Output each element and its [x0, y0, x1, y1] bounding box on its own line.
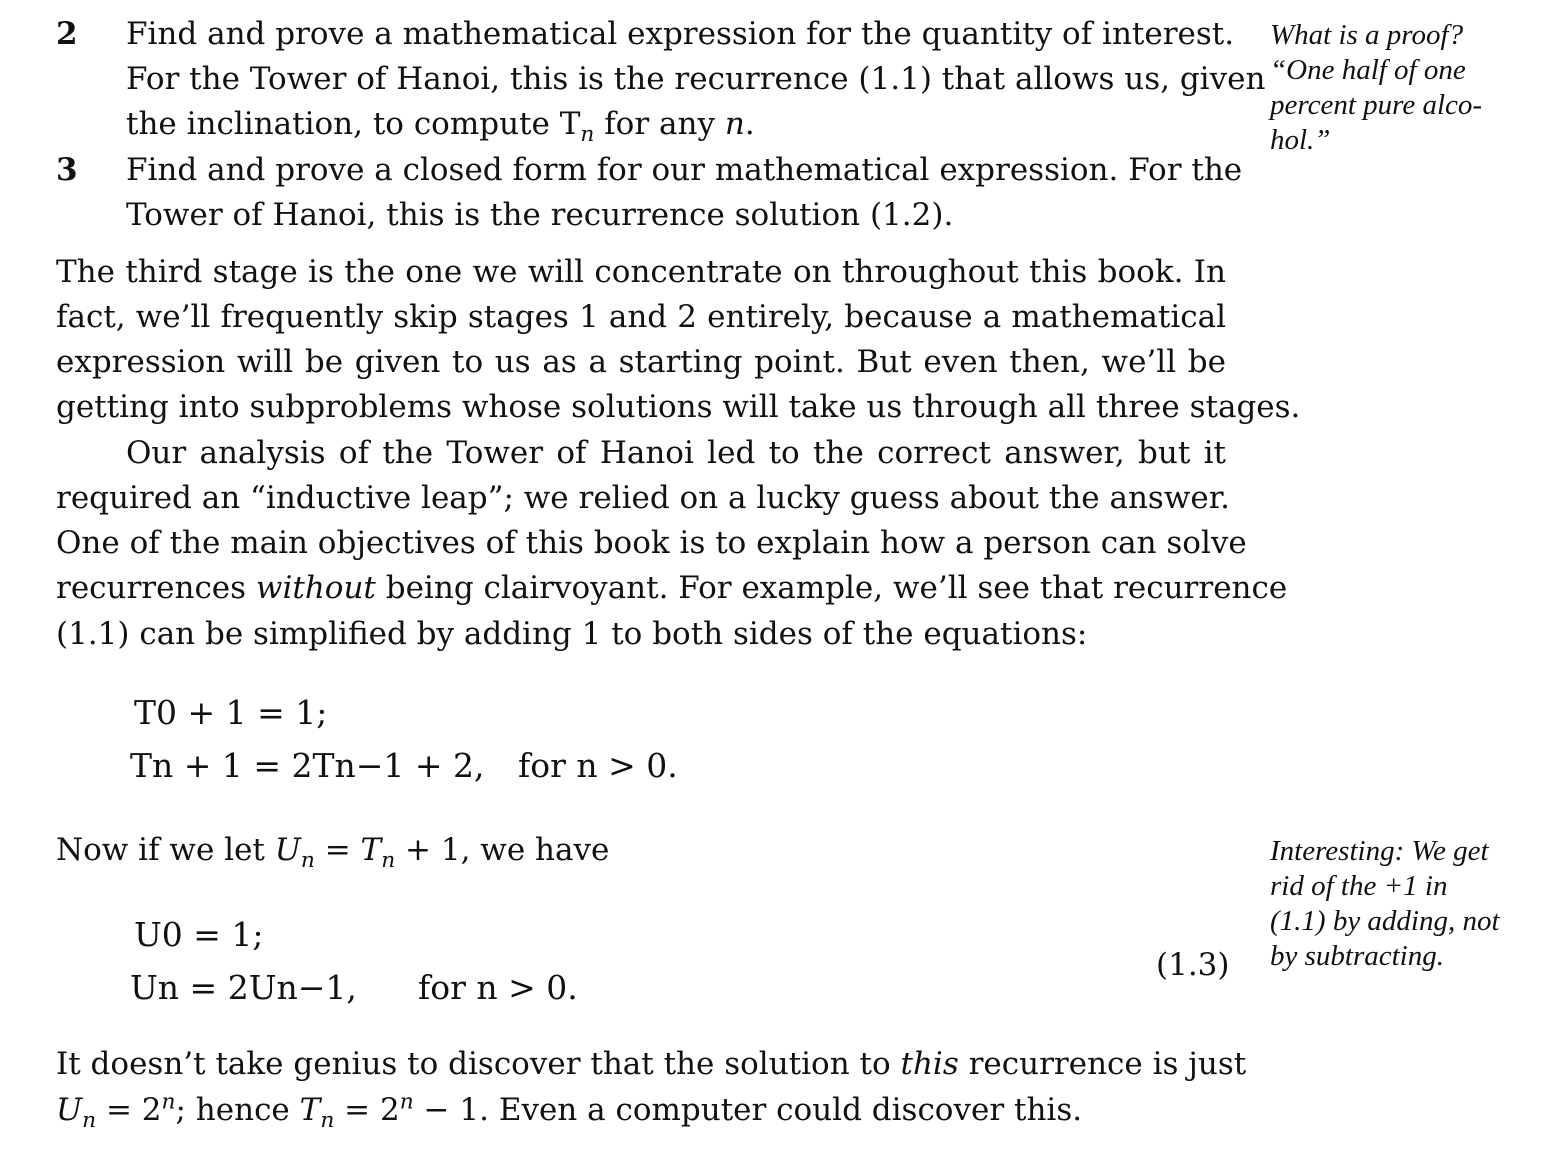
emphasis-this: this [900, 1046, 959, 1082]
para2-line-5-b: to both sides of the equations: [601, 616, 1088, 652]
para1-line-1: The third stage is the one we will concentrate on throughout this book. In [56, 254, 1226, 290]
enum-2-line-3-text: the inclination, to compute T [126, 106, 581, 142]
para2-line-3: One of the main objectives of this book is to explain how a person can solve [56, 525, 1247, 561]
closing-line-1-a: It doesn’t take genius to discover that the solution to [56, 1046, 901, 1082]
margin-note-2-line-3: (1.1) by adding, not [1270, 905, 1500, 937]
closing-line-2: $U_n = 2^n$; hence $T_n = 2^n - 1$. Even a computer could discover this. [56, 1089, 1083, 1134]
para1-line-2: fact, we’ll frequently skip stages 1 and 2 entirely, because a mathematical [56, 299, 1226, 335]
math-un-eq-tn-plus-1: $U_n = T_n + 1$ [274, 832, 461, 874]
subscript-n: n [580, 122, 595, 148]
now-line [56, 828, 1226, 873]
margin-note-1-line-4: hol.” [1270, 124, 1331, 156]
para2-line-1: Our analysis of the Tower of Hanoi led to the correct answer, but it [126, 435, 1226, 471]
para2-line-4-b: being clairvoyant. For example, we’ll see that recurrence [375, 570, 1288, 606]
enum-3-line-2: Tower of Hanoi, this is the recurrence solution (1.2). [126, 197, 954, 233]
period: . [744, 106, 755, 142]
math-n: n [724, 106, 745, 142]
closing-line-2-text: . Even a computer could discover this. [479, 1092, 1083, 1128]
para2-line-5 [56, 612, 1226, 657]
equation-a-row-2: Tn + 1 = 2Tn−1 + 2, [130, 746, 485, 785]
enum-2-line-2: For the Tower of Hanoi, this is the recurrence (1.1) that allows us, given [126, 61, 1266, 97]
para2-line-2: required an “inductive leap”; we relied on a lucky guess about the answer. [56, 480, 1230, 516]
equation-b-row-2: Un = 2Un−1, [130, 968, 357, 1007]
closing-line-1 [56, 1042, 1247, 1087]
margin-note-proof [1270, 18, 1530, 158]
math-tn-solution: $T_n = 2^n - 1$ [299, 1089, 480, 1134]
equation-b-row-1: U0 = 1; [134, 915, 264, 954]
equation-b-condition: for n > 0. [418, 968, 578, 1007]
enum-number-3: 3 [56, 152, 78, 188]
equation-number: (1.3) [1156, 947, 1230, 983]
margin-note-interesting [1270, 834, 1530, 974]
para2-line-4 [56, 566, 1288, 611]
emphasis-without: without [255, 570, 376, 606]
closing-line-1-b: recurrence is just [958, 1046, 1247, 1082]
margin-note-1-line-2: “One half of one [1270, 54, 1466, 86]
para2-line-4-a: recurrences [56, 570, 256, 606]
equation-a-row-1: T0 + 1 = 1; [134, 693, 328, 732]
enum-2-line-3-text-b: for any [594, 106, 725, 142]
margin-note-1-line-3: percent pure alco- [1270, 89, 1483, 121]
para2-line-5-a: (1.1) can be simplified by adding [56, 616, 582, 652]
enum-2-line-1: Find and prove a mathematical expression for the quantity of interest. [126, 16, 1235, 52]
margin-note-2-line-1: Interesting: We get [1270, 835, 1489, 867]
margin-note-1-line-1: What is a proof? [1270, 19, 1464, 51]
margin-note-2-line-2: rid of the +1 in [1270, 870, 1448, 902]
now-line-a: Now if we let [56, 832, 275, 868]
math-one: 1 [581, 616, 602, 652]
enum-number-2: 2 [56, 16, 78, 52]
para1-line-3: expression will be given to us as a starting point. But even then, we’ll be [56, 344, 1226, 380]
para1-line-4: getting into subproblems whose solutions will take us through all three stages. [56, 389, 1301, 425]
enum-2-line-3 [126, 102, 1226, 147]
enum-3-line-1: Find and prove a closed form for our mathematical expression. For the [126, 152, 1243, 188]
math-solution: $U_n = 2^n$ [56, 1089, 176, 1134]
margin-note-2-line-4: by subtracting. [1270, 940, 1444, 972]
equation-a-condition: for n > 0. [518, 746, 678, 785]
now-line-b: , we have [460, 832, 610, 868]
